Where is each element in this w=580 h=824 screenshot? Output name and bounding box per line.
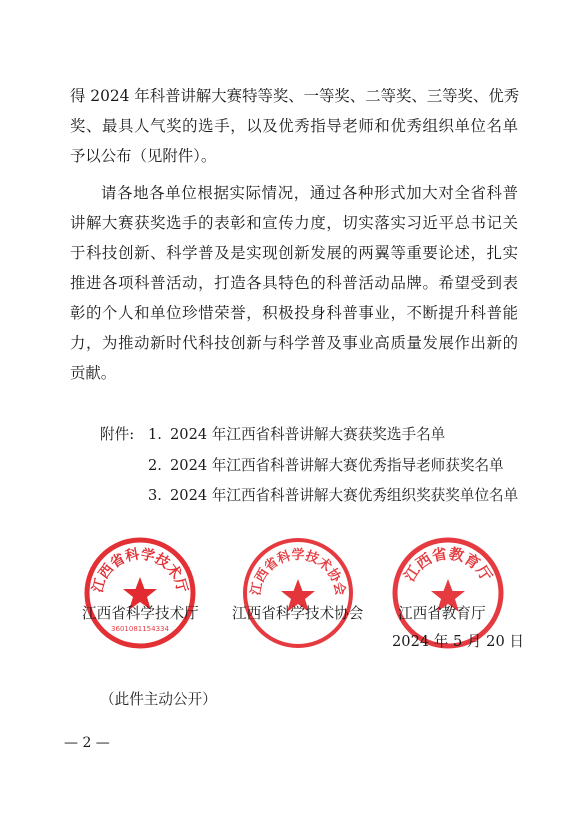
attachment-title: 2024 年江西省科普讲解大赛优秀指导老师获奖名单 [170, 457, 504, 474]
seal-science-technology-association [240, 535, 356, 651]
attachment-title: 2024 年江西省科普讲解大赛优秀组织奖获奖单位名单 [170, 487, 519, 504]
page-number: — 2 — [64, 735, 110, 751]
attachment-title: 2024 年江西省科普讲解大赛获奖选手名单 [170, 426, 446, 443]
issue-date: 2024 年 5 月 20 日 [392, 633, 524, 650]
seal-text: 江西省教育厅 [400, 544, 496, 585]
seal-text: 江西省科学技术协会 [248, 547, 348, 597]
body-line: 得 2024 年科普讲解大赛特等奖、一等奖、二等奖、三等奖、优秀 [70, 87, 520, 105]
attachment-number: 3. [148, 487, 162, 504]
attachment-number: 2. [148, 457, 162, 474]
body-line: 于科技创新、科学普及是实现创新发展的两翼等重要论述，扎实 [70, 244, 518, 262]
attachment-number: 1. [148, 426, 162, 443]
body-line: 力，为推动新时代科技创新与科学普及事业高质量发展作出新的 [70, 334, 518, 352]
signature-education-department: 江西省教育厅 [398, 605, 486, 622]
signature-science-technology-association: 江西省科学技术协会 [232, 605, 364, 622]
body-line: 予以公布（见附件）。 [70, 147, 217, 165]
publicity-note: （此件主动公开） [100, 691, 217, 708]
signature-science-technology-department: 江西省科学技术厅 [82, 605, 199, 622]
attachments-label: 附件: [100, 426, 135, 443]
body-line: 请各地各单位根据实际情况，通过各种形式加大对全省科普 [101, 184, 518, 202]
body-line: 贡献。 [70, 364, 117, 382]
seal-science-technology-department [82, 535, 198, 651]
body-line: 讲解大赛获奖选手的表彰和宣传力度，切实落实习近平总书记关 [70, 214, 518, 232]
body-line: 奖、最具人气奖的选手，以及优秀指导老师和优秀组织单位名单 [70, 117, 518, 135]
seal-number: 3601081154334 [111, 625, 169, 633]
body-line: 推进各项科普活动，打造各具特色的科普活动品牌。希望受到表 [70, 274, 518, 292]
seal-text: 江西省科学技术厅 [89, 546, 191, 595]
body-line: 彰的个人和单位珍惜荣誉，积极投身科普事业，不断提升科普能 [70, 304, 518, 322]
